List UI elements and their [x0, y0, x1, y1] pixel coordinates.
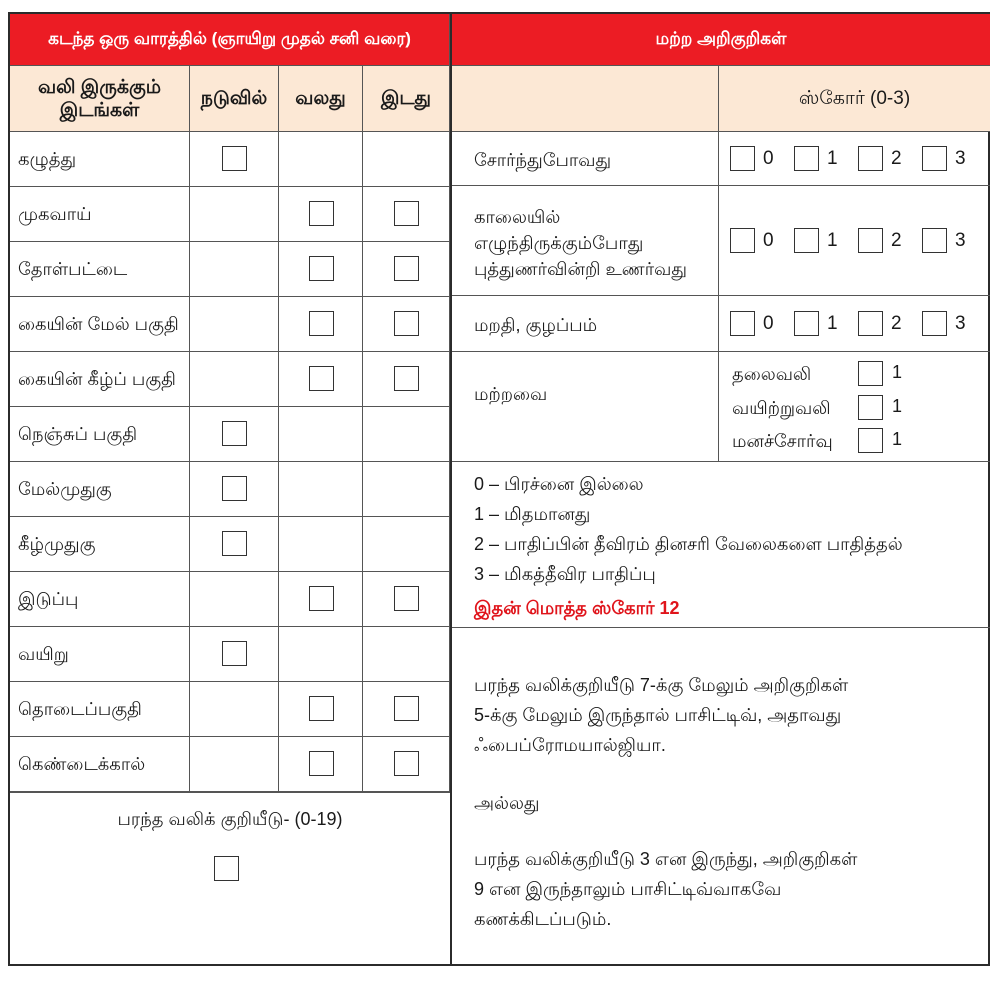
body-location-label: கீழ்முதுகு	[18, 534, 96, 554]
score-checkbox[interactable]	[794, 228, 819, 253]
table-cell	[279, 627, 363, 682]
pain-checkbox-right[interactable]	[309, 256, 334, 281]
score-option[interactable]	[922, 311, 966, 336]
other-symptom-value: 1	[892, 396, 903, 416]
table-cell	[190, 572, 279, 627]
body-location-label: மேல்முதுகு	[18, 479, 112, 499]
score-checkbox[interactable]	[730, 228, 755, 253]
symptom-row-others	[452, 352, 719, 462]
score-option[interactable]	[858, 311, 902, 336]
pain-checkbox-right[interactable]	[309, 696, 334, 721]
table-cell	[363, 627, 450, 682]
score-option[interactable]	[858, 146, 902, 171]
col-header-right: வலது	[279, 66, 363, 132]
score-checkbox[interactable]	[794, 146, 819, 171]
score-option[interactable]	[794, 146, 838, 171]
form-frame	[8, 12, 990, 966]
legend-line-0: 0 – பிரச்னை இல்லை	[474, 474, 644, 494]
symptom-fatigue-label: சோர்ந்துபோவது	[474, 150, 612, 170]
table-cell	[363, 407, 450, 462]
col-header-left: இடது	[363, 66, 450, 132]
table-cell	[190, 242, 279, 297]
score-value: 3	[955, 229, 966, 251]
legend-line-3: 3 – மிகத்தீவிர பாதிப்பு	[474, 564, 656, 584]
score-option[interactable]	[922, 146, 966, 171]
score-value: 1	[827, 229, 838, 251]
table-cell	[190, 737, 279, 792]
col-header-location: வலி இருக்கும் இடங்கள்	[10, 66, 190, 132]
pain-checkbox-right[interactable]	[309, 201, 334, 226]
body-location-label: கழுத்து	[18, 149, 77, 169]
score-value: 2	[891, 312, 902, 334]
score-checkbox[interactable]	[794, 311, 819, 336]
table-cell	[279, 517, 363, 572]
symptom-unrefreshed-line3: புத்துணர்வின்றி உணர்வது	[474, 259, 687, 279]
score-checkbox[interactable]	[922, 146, 947, 171]
score-checkbox[interactable]	[858, 146, 883, 171]
other-symptom-checkbox[interactable]	[858, 428, 883, 453]
symptom-unrefreshed-line2: எழுந்திருக்கும்போது	[474, 233, 644, 253]
table-cell	[363, 462, 450, 517]
other-symptom-checkbox[interactable]	[858, 361, 883, 386]
pain-checkbox-left[interactable]	[394, 751, 419, 776]
pain-checkbox-center[interactable]	[222, 641, 247, 666]
score-option[interactable]	[922, 228, 966, 253]
symptom-col-header	[452, 66, 719, 132]
total-score: இதன் மொத்த ஸ்கோர் 12	[474, 598, 680, 618]
score-value: 0	[763, 147, 774, 169]
pain-checkbox-right[interactable]	[309, 366, 334, 391]
other-symptom-value: 1	[892, 362, 903, 382]
pain-checkbox-right[interactable]	[309, 586, 334, 611]
pain-checkbox-right[interactable]	[309, 751, 334, 776]
body-location-label: கையின் கீழ்ப் பகுதி	[18, 369, 176, 389]
pain-checkbox-left[interactable]	[394, 201, 419, 226]
score-checkbox[interactable]	[858, 228, 883, 253]
table-cell	[190, 187, 279, 242]
body-location-label: வயிறு	[18, 644, 69, 664]
score-checkbox[interactable]	[922, 311, 947, 336]
note-p2-line3: கணக்கிடப்படும்.	[474, 909, 612, 929]
score-value: 3	[955, 312, 966, 334]
score-option[interactable]	[858, 228, 902, 253]
score-checkbox[interactable]	[922, 228, 947, 253]
legend-line-2: 2 – பாதிப்பின் தீவிரம் தினசரி வேலைகளை பாதித்தல்	[474, 534, 903, 554]
body-location-label: முகவாய்	[18, 204, 92, 224]
score-checkbox[interactable]	[730, 146, 755, 171]
table-cell	[363, 132, 450, 187]
pain-checkbox-left[interactable]	[394, 586, 419, 611]
legend-line-1: 1 – மிதமானது	[474, 504, 591, 524]
other-symptom-checkbox[interactable]	[858, 395, 883, 420]
body-location-label: தொடைப்பகுதி	[18, 699, 142, 719]
score-checkbox[interactable]	[858, 311, 883, 336]
table-cell	[279, 462, 363, 517]
score-value: 0	[763, 229, 774, 251]
pain-checkbox-left[interactable]	[394, 696, 419, 721]
body-location-label: தோள்பட்டை	[18, 259, 128, 279]
note-p1-line1: பரந்த வலிக்குறியீடு 7-க்கு மேலும் அறிகுறிகள்	[474, 675, 849, 695]
body-location-label: கெண்டைக்கால்	[18, 754, 146, 774]
other-symptom-label: தலைவலி	[732, 364, 812, 384]
pain-checkbox-left[interactable]	[394, 256, 419, 281]
score-checkbox[interactable]	[730, 311, 755, 336]
score-value: 3	[955, 147, 966, 169]
other-symptom-label: வயிற்றுவலி	[732, 398, 831, 418]
symptom-others-label: மற்றவை	[474, 384, 548, 404]
note-p2-line2: 9 என இருந்தாலும் பாசிட்டிவ்வாகவே	[474, 879, 782, 899]
pain-checkbox-left[interactable]	[394, 366, 419, 391]
note-p1-line2: 5-க்கு மேலும் இருந்தால் பாசிட்டிவ், அதாவது	[474, 705, 842, 725]
table-cell	[190, 352, 279, 407]
pain-index-label: பரந்த வலிக் குறியீடு- (0-19)	[117, 809, 343, 829]
score-option[interactable]	[794, 311, 838, 336]
score-option[interactable]	[730, 146, 774, 171]
table-cell	[190, 682, 279, 737]
col-header-center: நடுவில்	[190, 66, 279, 132]
score-value: 0	[763, 312, 774, 334]
symptom-unrefreshed-line1: காலையில்	[474, 207, 561, 227]
table-cell	[190, 297, 279, 352]
table-bottom-rule	[10, 792, 450, 793]
body-location-label: கையின் மேல் பகுதி	[18, 314, 179, 334]
left-header: கடந்த ஒரு வாரத்தில் (ஞாயிறு முதல் சனி வரை)	[10, 14, 450, 66]
body-location-label: இடுப்பு	[18, 589, 79, 609]
pain-checkbox-left[interactable]	[394, 311, 419, 336]
score-col-header: ஸ்கோர் (0-3)	[719, 66, 990, 132]
note-p1-line3: ஃபைப்ரோமயால்ஜியா.	[474, 735, 666, 755]
pain-checkbox-center[interactable]	[222, 476, 247, 501]
score-option[interactable]	[730, 311, 774, 336]
score-option[interactable]	[730, 228, 774, 253]
other-symptom-value: 1	[892, 429, 903, 449]
table-cell	[279, 407, 363, 462]
score-value: 1	[827, 147, 838, 169]
score-value: 2	[891, 229, 902, 251]
score-value: 1	[827, 312, 838, 334]
pain-checkbox-right[interactable]	[309, 311, 334, 336]
pain-index-checkbox[interactable]	[214, 856, 239, 881]
table-cell	[279, 132, 363, 187]
score-value: 2	[891, 147, 902, 169]
note-or: அல்லது	[474, 793, 540, 813]
other-symptom-label: மனச்சோர்வு	[732, 431, 833, 451]
table-cell	[363, 517, 450, 572]
pain-checkbox-center[interactable]	[222, 531, 247, 556]
note-p2-line1: பரந்த வலிக்குறியீடு 3 என இருந்து, அறிகுறிகள்	[474, 849, 858, 869]
pain-checkbox-center[interactable]	[222, 421, 247, 446]
body-location-label: நெஞ்சுப் பகுதி	[18, 424, 138, 444]
right-header: மற்ற அறிகுறிகள்	[452, 14, 990, 66]
symptom-cognitive-label: மறதி, குழப்பம்	[474, 315, 598, 335]
pain-checkbox-center[interactable]	[222, 146, 247, 171]
score-option[interactable]	[794, 228, 838, 253]
